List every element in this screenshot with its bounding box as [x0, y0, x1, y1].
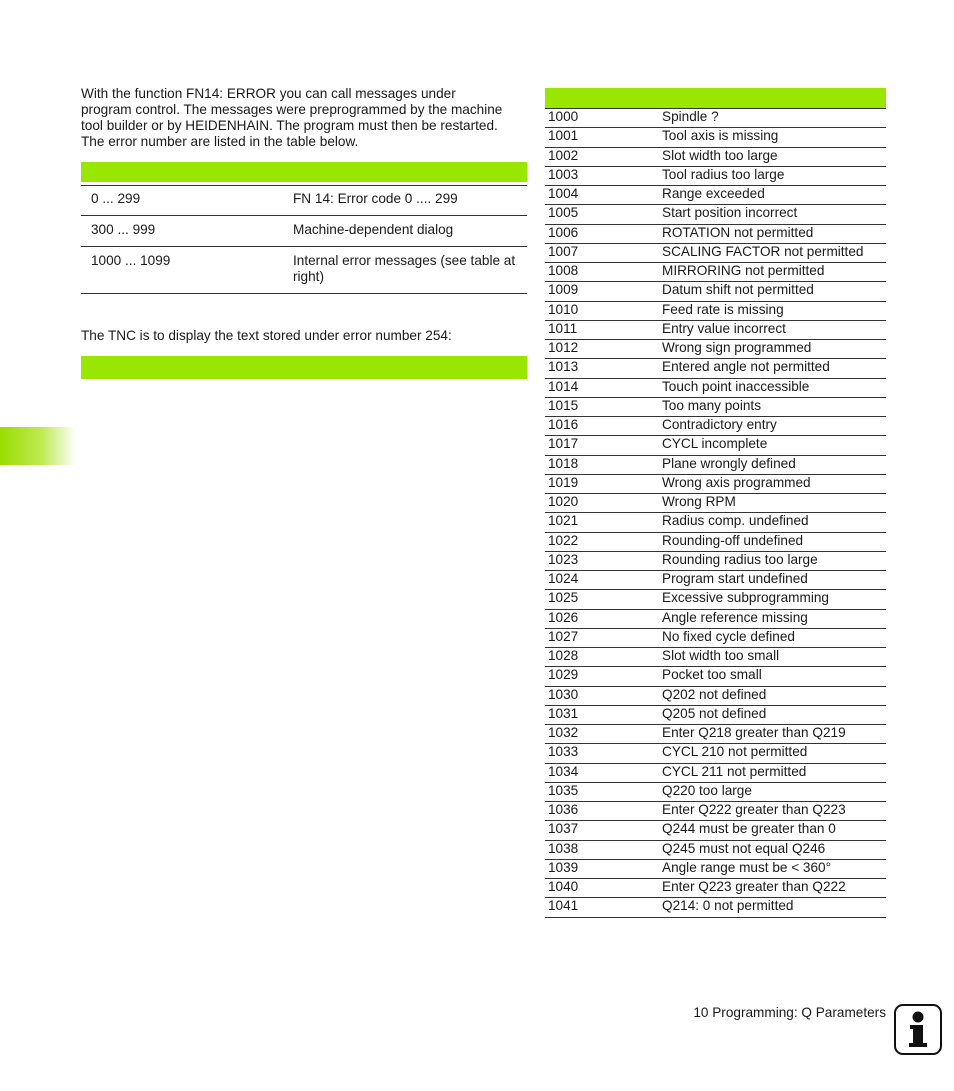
error-row: [545, 533, 886, 552]
error-number: 1036: [548, 802, 579, 817]
error-number: 1012: [548, 340, 579, 355]
error-row: [545, 302, 886, 321]
error-number: 1004: [548, 186, 579, 201]
error-row: [545, 494, 886, 513]
error-message: ROTATION not permitted: [662, 224, 814, 240]
error-message: Entered angle not permitted: [662, 359, 830, 375]
error-number: 1038: [548, 840, 579, 856]
error-rows: [545, 109, 886, 918]
error-number: 1025: [548, 590, 579, 606]
error-row: [545, 263, 886, 282]
error-number: 1021: [548, 513, 579, 529]
table-header-bar: [81, 162, 527, 182]
error-row: [545, 128, 886, 147]
error-row: [545, 610, 886, 629]
info-glyph: [896, 1006, 940, 1053]
error-row: [545, 629, 886, 648]
error-number: 1018: [548, 455, 579, 471]
error-message: CYCL 210 not permitted: [662, 744, 808, 760]
error-message: Too many points: [662, 397, 761, 413]
error-message: Q220 too large: [662, 782, 752, 798]
error-number: 1015: [548, 397, 579, 413]
error-message: Q214: 0 not permitted: [662, 898, 794, 914]
error-number: 1001: [548, 128, 579, 144]
error-row: [545, 552, 886, 571]
error-row: [545, 821, 886, 840]
error-message: Tool radius too large: [662, 166, 785, 182]
error-message: Plane wrongly defined: [662, 455, 796, 471]
error-row: [545, 148, 886, 167]
error-message: Wrong RPM: [662, 494, 736, 509]
error-message: Tool axis is missing: [662, 128, 779, 144]
error-message: No fixed cycle defined: [662, 628, 795, 644]
error-number: 1002: [548, 147, 579, 163]
error-row: [545, 744, 886, 763]
error-number: 1028: [548, 648, 579, 663]
error-message: Enter Q222 greater than Q223: [662, 802, 846, 817]
range-cell: 0 ... 299: [91, 191, 141, 206]
error-number: 1000: [548, 109, 579, 124]
error-row: [545, 764, 886, 783]
error-row: [545, 186, 886, 205]
error-number: 1023: [548, 551, 579, 567]
error-message: SCALING FACTOR not permitted: [662, 243, 864, 259]
description-cell: FN 14: Error code 0 .... 299: [293, 191, 458, 206]
error-row: [545, 590, 886, 609]
error-message: Wrong sign programmed: [662, 340, 812, 355]
error-row: [545, 687, 886, 706]
error-message: Slot width too large: [662, 147, 778, 163]
error-row: [545, 456, 886, 475]
info-icon[interactable]: [894, 1004, 942, 1055]
error-message: Enter Q223 greater than Q222: [662, 879, 846, 894]
error-row: [545, 513, 886, 532]
table-row: [81, 186, 527, 216]
error-row: [545, 706, 886, 725]
error-row: [545, 205, 886, 224]
error-message: Spindle ?: [662, 109, 719, 124]
error-number: 1009: [548, 282, 579, 298]
error-number: 1013: [548, 359, 579, 375]
error-row: [545, 225, 886, 244]
error-number: 1040: [548, 879, 579, 894]
error-row: [545, 667, 886, 686]
error-message: MIRRORING not permitted: [662, 263, 825, 278]
error-message: Start position incorrect: [662, 205, 798, 221]
error-row: [545, 841, 886, 860]
tnc-display-text: The TNC is to display the text stored under error number 254:: [81, 328, 452, 343]
error-message: CYCL 211 not permitted: [662, 763, 807, 779]
error-message: Feed rate is missing: [662, 301, 784, 317]
error-message: Entry value incorrect: [662, 320, 786, 336]
error-message: Q205 not defined: [662, 705, 767, 721]
error-number: 1020: [548, 494, 579, 509]
error-message: Q245 must not equal Q246: [662, 840, 826, 856]
error-message: Rounding radius too large: [662, 551, 818, 567]
error-row: [545, 398, 886, 417]
error-row: [545, 475, 886, 494]
error-number: 1031: [548, 705, 579, 721]
error-number: 1016: [548, 417, 579, 432]
error-number: 1005: [548, 205, 579, 221]
error-number: 1032: [548, 725, 579, 740]
error-number: 1014: [548, 378, 579, 394]
error-number: 1017: [548, 436, 579, 452]
error-row: [545, 436, 886, 455]
error-message: Angle reference missing: [662, 609, 808, 625]
error-row: [545, 725, 886, 744]
error-number: 1041: [548, 898, 579, 914]
intro-paragraph: [81, 86, 531, 150]
error-message: Contradictory entry: [662, 417, 777, 432]
error-row: [545, 359, 886, 378]
example-bar: [81, 356, 527, 379]
error-row: [545, 167, 886, 186]
error-row: [545, 860, 886, 879]
error-number: 1008: [548, 263, 579, 278]
error-message: Datum shift not permitted: [662, 282, 814, 298]
error-row: [545, 321, 886, 340]
error-number: 1011: [548, 320, 578, 336]
error-row: [545, 244, 886, 263]
table-row: [81, 216, 527, 247]
error-message: Slot width too small: [662, 648, 780, 663]
error-row: [545, 879, 886, 898]
error-message: Enter Q218 greater than Q219: [662, 725, 846, 740]
error-message-table: [545, 88, 886, 918]
error-number: 1037: [548, 821, 579, 837]
error-message: Excessive subprogramming: [662, 590, 829, 606]
error-row: [545, 802, 886, 821]
error-number: 1026: [548, 609, 579, 625]
chapter-tab: [0, 427, 76, 465]
error-message: Touch point inaccessible: [662, 378, 810, 394]
error-message: Q244 must be greater than 0: [662, 821, 836, 837]
error-row: [545, 417, 886, 436]
error-row: [545, 898, 886, 917]
error-number: 1030: [548, 686, 579, 702]
error-message: Q202 not defined: [662, 686, 767, 702]
error-number: 1034: [548, 763, 579, 779]
error-number: 1007: [548, 243, 579, 259]
error-message: Angle range must be < 360°: [662, 859, 832, 875]
table-header-bar: [545, 88, 886, 109]
range-cell: 1000 ... 1099: [91, 253, 171, 268]
error-range-table: [81, 162, 527, 294]
intro-line: program control. The messages were preprogrammed by the machine: [81, 102, 503, 117]
error-message: Range exceeded: [662, 186, 765, 201]
intro-line: With the function FN14: ERROR you can call messages under: [81, 86, 456, 101]
error-message: Pocket too small: [662, 667, 762, 683]
error-number: 1003: [548, 166, 579, 182]
error-message: Rounding-off undefined: [662, 532, 804, 548]
error-number: 1022: [548, 532, 579, 548]
error-row: [545, 648, 886, 667]
error-number: 1019: [548, 474, 579, 490]
error-number: 1006: [548, 224, 579, 240]
intro-line: The error number are listed in the table below.: [81, 134, 359, 149]
error-row: [545, 571, 886, 590]
error-message: Program start undefined: [662, 571, 808, 586]
range-cell: 300 ... 999: [91, 222, 156, 237]
chapter-footer: 10 Programming: Q Parameters: [693, 1005, 886, 1020]
error-number: 1029: [548, 667, 579, 683]
error-message: Wrong axis programmed: [662, 474, 811, 490]
error-number: 1027: [548, 628, 579, 644]
error-number: 1010: [548, 301, 579, 317]
error-number: 1039: [548, 859, 579, 875]
table-row: [81, 247, 527, 294]
error-row: [545, 379, 886, 398]
error-row: [545, 783, 886, 802]
error-message: CYCL incomplete: [662, 436, 768, 452]
description-cell: Machine-dependent dialog: [293, 222, 454, 237]
error-number: 1035: [548, 782, 579, 798]
description-cell: Internal error messages (see table at right): [293, 253, 516, 284]
error-row: [545, 282, 886, 301]
error-number: 1024: [548, 571, 579, 586]
error-number: 1033: [548, 744, 579, 760]
error-row: [545, 340, 886, 359]
error-message: Radius comp. undefined: [662, 513, 809, 529]
error-row: [545, 109, 886, 128]
intro-line: tool builder or by HEIDENHAIN. The program must then be restarted.: [81, 118, 498, 133]
